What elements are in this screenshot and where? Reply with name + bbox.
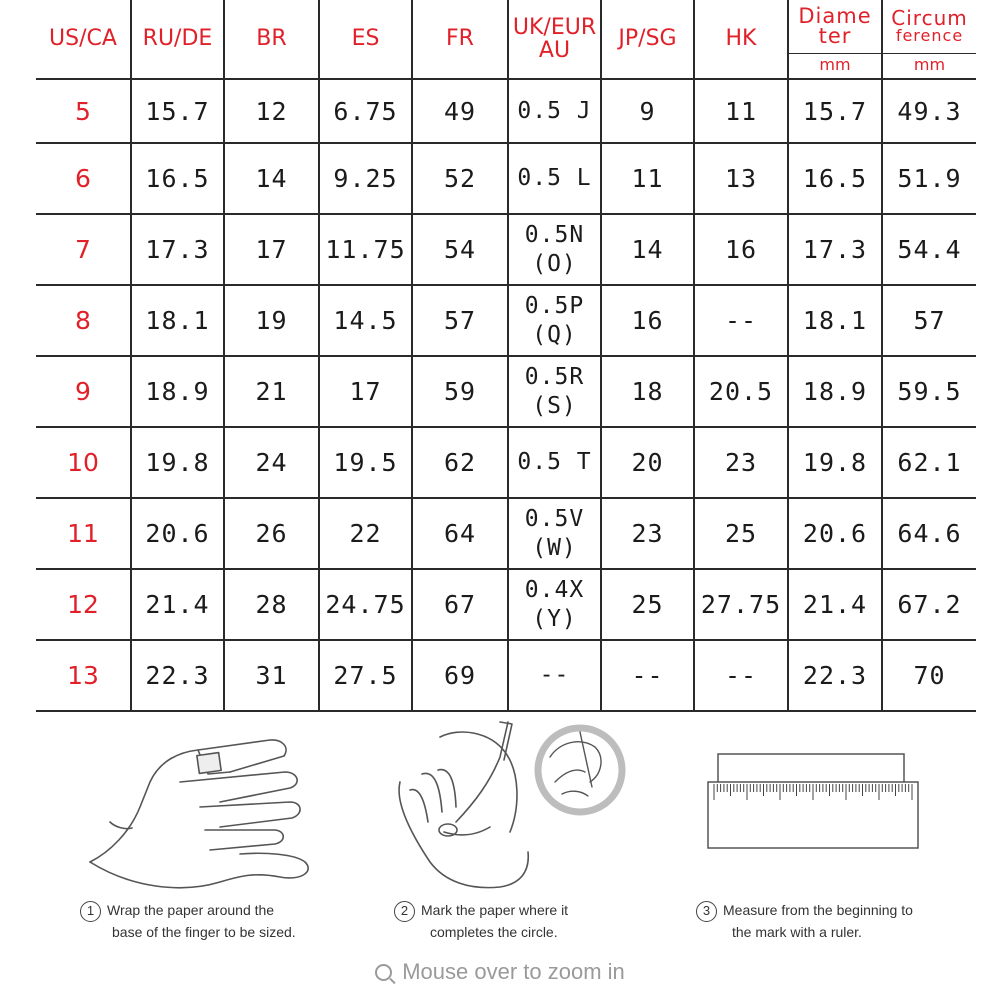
cell-circumference: 59.5 <box>882 356 976 427</box>
cell-fr: 52 <box>412 143 508 214</box>
cell-fr: 54 <box>412 214 508 285</box>
cell-fr: 57 <box>412 285 508 356</box>
cell-us-ca: 13 <box>36 640 131 711</box>
cell-jp-sg: 9 <box>601 79 694 143</box>
cell-jp-sg: 16 <box>601 285 694 356</box>
cell-hk: -- <box>694 640 788 711</box>
cell-uk-line1: 0.5V <box>524 505 585 532</box>
cell-fr: 59 <box>412 356 508 427</box>
header-circumference <box>882 0 976 79</box>
cell-us-ca: 11 <box>36 498 131 569</box>
cell-us-ca: 7 <box>36 214 131 285</box>
cell-br: 14 <box>224 143 319 214</box>
zoom-hint[interactable] <box>0 952 1000 992</box>
hand-mark-illustration <box>380 712 680 897</box>
header-circ-line1: Circum <box>891 6 968 31</box>
cell-fr: 67 <box>412 569 508 640</box>
header-diameter-line1: Diame <box>798 3 872 28</box>
ruler-illustration <box>690 712 990 897</box>
cell-ru-de: 22.3 <box>131 640 224 711</box>
cell-circumference: 49.3 <box>882 79 976 143</box>
cell-jp-sg: -- <box>601 640 694 711</box>
cell-hk: 20.5 <box>694 356 788 427</box>
table-row <box>36 498 976 569</box>
header-br: BR <box>224 0 319 79</box>
cell-us-ca: 10 <box>36 427 131 498</box>
cell-es: 9.25 <box>319 143 412 214</box>
cell-uk-line1: 0.5N <box>524 221 585 248</box>
header-es: ES <box>319 0 412 79</box>
cell-fr: 69 <box>412 640 508 711</box>
cell-jp-sg: 18 <box>601 356 694 427</box>
cell-uk-line2: (S) <box>532 392 577 419</box>
cell-us-ca: 8 <box>36 285 131 356</box>
cell-es: 11.75 <box>319 214 412 285</box>
cell-br: 28 <box>224 569 319 640</box>
magnifier-icon <box>375 964 392 981</box>
cell-ru-de: 16.5 <box>131 143 224 214</box>
step-3 <box>690 712 990 952</box>
cell-jp-sg: 25 <box>601 569 694 640</box>
cell-uk-line2: (W) <box>532 534 577 561</box>
cell-fr: 64 <box>412 498 508 569</box>
cell-uk-line2: (O) <box>532 250 577 277</box>
size-table <box>36 0 976 712</box>
cell-jp-sg: 20 <box>601 427 694 498</box>
table-row <box>36 427 976 498</box>
cell-hk: -- <box>694 285 788 356</box>
step-3-line1: Measure from the beginning to <box>723 902 913 918</box>
cell-circumference: 51.9 <box>882 143 976 214</box>
cell-jp-sg: 14 <box>601 214 694 285</box>
cell-br: 12 <box>224 79 319 143</box>
cell-es: 24.75 <box>319 569 412 640</box>
header-fr: FR <box>412 0 508 79</box>
cell-uk-eur-au <box>508 285 601 356</box>
header-circ-line2: ference <box>895 26 964 46</box>
cell-diameter: 16.5 <box>788 143 882 214</box>
cell-es: 17 <box>319 356 412 427</box>
header-diameter-line2: ter <box>818 23 852 48</box>
cell-hk: 23 <box>694 427 788 498</box>
step-3-line2: the mark with a ruler. <box>732 923 862 940</box>
table-row <box>36 143 976 214</box>
cell-diameter: 15.7 <box>788 79 882 143</box>
cell-jp-sg: 23 <box>601 498 694 569</box>
size-table-body <box>36 79 976 711</box>
cell-diameter: 20.6 <box>788 498 882 569</box>
cell-uk-eur-au <box>508 143 601 214</box>
cell-circumference: 57 <box>882 285 976 356</box>
step-1-line1: Wrap the paper around the <box>107 902 275 918</box>
cell-hk: 16 <box>694 214 788 285</box>
cell-diameter: 18.9 <box>788 356 882 427</box>
cell-ru-de: 18.1 <box>131 285 224 356</box>
table-row <box>36 569 976 640</box>
table-row <box>36 356 976 427</box>
cell-uk-eur-au <box>508 640 601 711</box>
header-circumference-unit: mm <box>913 55 946 75</box>
step-1 <box>70 712 370 952</box>
cell-fr: 49 <box>412 79 508 143</box>
cell-diameter: 22.3 <box>788 640 882 711</box>
header-row <box>36 0 976 79</box>
header-us-ca: US/CA <box>36 0 131 79</box>
cell-hk: 13 <box>694 143 788 214</box>
cell-uk-line1: 0.5R <box>524 363 585 390</box>
cell-uk-eur-au <box>508 79 601 143</box>
step-2-line2: completes the circle. <box>430 923 558 940</box>
cell-br: 26 <box>224 498 319 569</box>
cell-ru-de: 20.6 <box>131 498 224 569</box>
cell-uk-line1: -- <box>539 662 570 689</box>
cell-circumference: 70 <box>882 640 976 711</box>
cell-circumference: 54.4 <box>882 214 976 285</box>
cell-us-ca: 9 <box>36 356 131 427</box>
cell-hk: 27.75 <box>694 569 788 640</box>
cell-uk-eur-au <box>508 356 601 427</box>
header-diameter-unit: mm <box>819 55 851 75</box>
table-row <box>36 285 976 356</box>
header-ru-de: RU/DE <box>131 0 224 79</box>
header-uk-line2: AU <box>538 38 571 63</box>
hand-wrap-illustration <box>70 712 370 897</box>
cell-diameter: 17.3 <box>788 214 882 285</box>
cell-uk-line1: 0.5P <box>524 292 585 319</box>
step-2-number: 2 <box>394 901 415 922</box>
cell-br: 17 <box>224 214 319 285</box>
cell-hk: 25 <box>694 498 788 569</box>
cell-circumference: 67.2 <box>882 569 976 640</box>
cell-uk-eur-au <box>508 214 601 285</box>
table-row <box>36 79 976 143</box>
cell-ru-de: 17.3 <box>131 214 224 285</box>
step-2-line1: Mark the paper where it <box>421 902 569 918</box>
cell-ru-de: 21.4 <box>131 569 224 640</box>
header-uk-line1: UK/EUR <box>512 14 597 40</box>
cell-uk-line1: 0.5 L <box>517 165 592 192</box>
header-jp-sg: JP/SG <box>601 0 694 79</box>
cell-br: 21 <box>224 356 319 427</box>
cell-diameter: 21.4 <box>788 569 882 640</box>
cell-uk-line2: (Q) <box>532 321 577 348</box>
step-2 <box>380 712 680 952</box>
cell-ru-de: 19.8 <box>131 427 224 498</box>
cell-es: 27.5 <box>319 640 412 711</box>
step-1-line2: base of the finger to be sized. <box>112 923 296 940</box>
cell-uk-eur-au <box>508 427 601 498</box>
cell-jp-sg: 11 <box>601 143 694 214</box>
cell-circumference: 64.6 <box>882 498 976 569</box>
step-1-caption <box>80 900 296 942</box>
cell-us-ca: 5 <box>36 79 131 143</box>
zoom-hint-text: Mouse over to zoom in <box>402 959 625 984</box>
header-hk: HK <box>694 0 788 79</box>
cell-es: 19.5 <box>319 427 412 498</box>
cell-uk-line1: 0.5 J <box>517 97 592 124</box>
paper-strip <box>718 754 904 784</box>
header-circumference-label <box>883 1 976 54</box>
cell-us-ca: 6 <box>36 143 131 214</box>
step-1-number: 1 <box>80 901 101 922</box>
step-3-caption <box>696 900 913 942</box>
header-diameter-label <box>789 1 881 54</box>
table-row <box>36 640 976 711</box>
cell-fr: 62 <box>412 427 508 498</box>
cell-es: 14.5 <box>319 285 412 356</box>
cell-es: 22 <box>319 498 412 569</box>
cell-es: 6.75 <box>319 79 412 143</box>
cell-uk-eur-au <box>508 569 601 640</box>
cell-ru-de: 15.7 <box>131 79 224 143</box>
cell-uk-line2: (Y) <box>532 605 577 632</box>
table-row <box>36 214 976 285</box>
header-uk-eur-au <box>508 0 601 79</box>
cell-uk-line1: 0.4X <box>524 576 585 603</box>
measuring-instructions <box>0 712 1000 952</box>
cell-diameter: 19.8 <box>788 427 882 498</box>
cell-br: 31 <box>224 640 319 711</box>
cell-br: 19 <box>224 285 319 356</box>
ring-size-chart <box>36 0 976 710</box>
cell-circumference: 62.1 <box>882 427 976 498</box>
cell-ru-de: 18.9 <box>131 356 224 427</box>
cell-hk: 11 <box>694 79 788 143</box>
cell-uk-line1: 0.5 T <box>517 449 592 476</box>
cell-br: 24 <box>224 427 319 498</box>
header-diameter <box>788 0 882 79</box>
step-2-caption <box>394 900 568 942</box>
cell-diameter: 18.1 <box>788 285 882 356</box>
cell-us-ca: 12 <box>36 569 131 640</box>
cell-uk-eur-au <box>508 498 601 569</box>
step-3-number: 3 <box>696 901 717 922</box>
